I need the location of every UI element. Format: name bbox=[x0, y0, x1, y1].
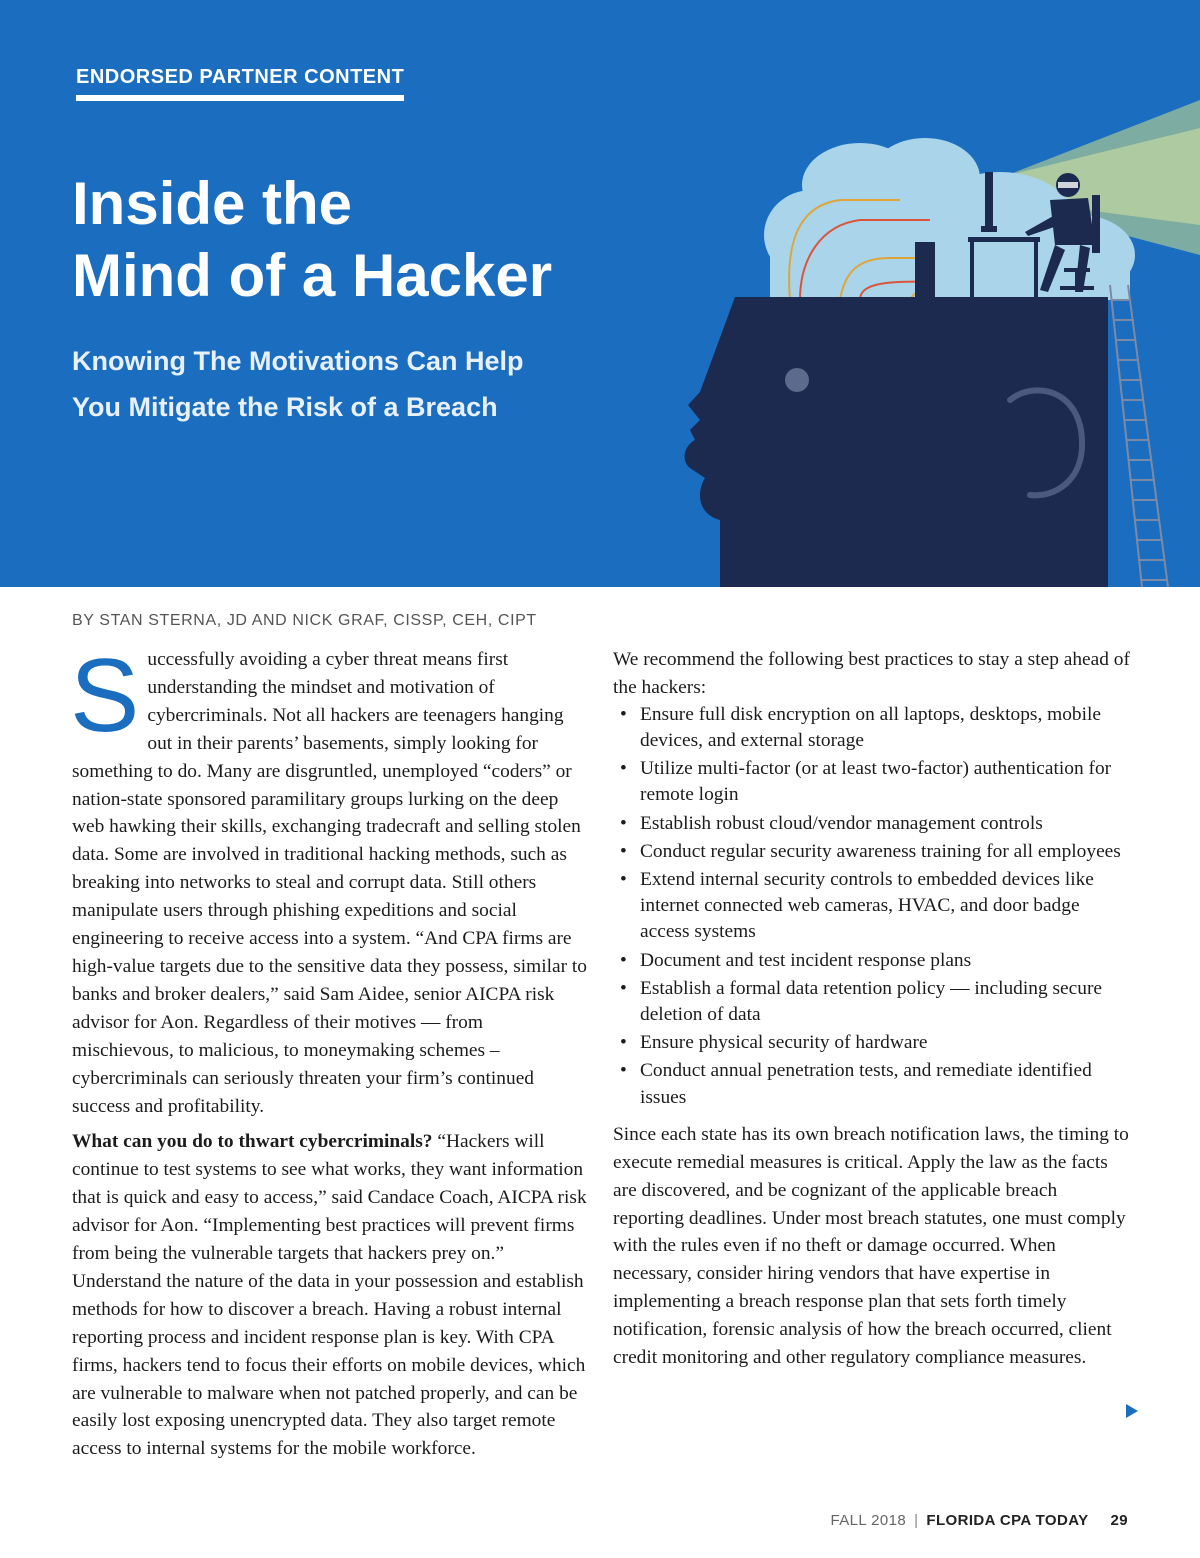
list-item: • Ensure physical security of hardware bbox=[613, 1030, 1133, 1056]
thwart-paragraph-text: “Hackers will continue to test systems to see what works, they want information that is quick and easy to access,” said Candace Coach, AICPA risk advisor for Aon. “Implementing best practices will prevent firms from being the vulnerable targets that hackers prey on.” Understand the nature of the data in your possession and establish methods for how to discover a breach. Having a robust internal reporting process and incident response plan is key. With CPA firms, hackers tend to focus their efforts on mobile devices, which are vulnerable to malware when not patched properly, and can be easily lost exposing unencrypted data. They also target remote access to internal systems for the mobile workforce. bbox=[72, 1131, 587, 1460]
drop-cap: S bbox=[70, 638, 140, 754]
page-footer bbox=[831, 1512, 1129, 1529]
desk-shape bbox=[968, 237, 1040, 242]
list-item: • Conduct regular security awareness training for all employees bbox=[613, 839, 1133, 865]
computer-tower-shape bbox=[915, 242, 935, 298]
section-kicker: ENDORSED PARTNER CONTENT bbox=[76, 66, 404, 101]
list-item: • Conduct annual penetration tests, and remediate identified issues bbox=[613, 1058, 1133, 1110]
best-practices-intro: We recommend the following best practices to stay a step ahead of the hackers: bbox=[613, 649, 1130, 698]
footer-separator: | bbox=[914, 1512, 919, 1529]
monitor-shape bbox=[985, 172, 993, 227]
list-item: • Establish a formal data retention policy — including secure deletion of data bbox=[613, 976, 1133, 1028]
left-column bbox=[70, 638, 588, 1463]
thwart-lead-question: What can you do to thwart cybercriminals? bbox=[72, 1131, 433, 1153]
list-item: • Document and test incident response plans bbox=[613, 948, 1133, 974]
footer-magazine-name: FLORIDA CPA TODAY bbox=[926, 1512, 1089, 1529]
footer-season: FALL 2018 bbox=[830, 1512, 907, 1529]
list-item: • Utilize multi-factor (or at least two-factor) authentication for remote login bbox=[613, 756, 1133, 808]
page-number: 29 bbox=[1110, 1512, 1128, 1529]
closing-paragraph: Since each state has its own breach notification laws, the timing to execute remedial measures is critical. Apply the law as the facts are discovered, and be cognizant of the applicable breach reporting deadlines. Under most breach statutes, one must comply with the rules even if no theft or damage occurred. When necessary, consider hiring vendors that have expertise in implementing a breach response plan that sets forth timely notification, forensic analysis of how the breach occurred, client credit monitoring and other regulatory compliance measures. bbox=[613, 1123, 1129, 1369]
ladder-shape bbox=[1110, 285, 1168, 587]
page-subtitle bbox=[72, 338, 652, 430]
right-column bbox=[613, 646, 1133, 1372]
subtitle-line-2: You Mitigate the Risk of a Breach bbox=[72, 392, 498, 422]
title-line-1: Inside the bbox=[72, 170, 353, 237]
list-item: • Extend internal security controls to embedded devices like internet connected web cameras, HVAC, and door badge access systems bbox=[613, 867, 1133, 946]
continue-arrow-icon bbox=[1126, 1404, 1138, 1418]
thwart-paragraph bbox=[72, 1128, 588, 1463]
byline: BY STAN STERNA, JD AND NICK GRAF, CISSP, CEH, CIPT bbox=[72, 612, 537, 629]
subtitle-line-1: Knowing The Motivations Can Help bbox=[72, 346, 524, 376]
intro-paragraph bbox=[70, 638, 588, 1120]
page-title bbox=[72, 168, 672, 312]
head-silhouette bbox=[685, 297, 1108, 587]
list-item: • Ensure full disk encryption on all laptops, desktops, mobile devices, and external storage bbox=[613, 702, 1133, 754]
hero-banner bbox=[0, 0, 1200, 587]
list-item: • Establish robust cloud/vendor management controls bbox=[613, 811, 1133, 837]
best-practices-list bbox=[613, 702, 1133, 1111]
eye-shape bbox=[785, 368, 809, 392]
title-line-2: Mind of a Hacker bbox=[72, 242, 553, 309]
intro-paragraph-text: uccessfully avoiding a cyber threat means first understanding the mindset and motivation of cybercriminals. Not all hackers are teenagers hanging out in their parents’ basements, simply looking for something to do. Many are disgruntled, unemployed “coders” or nation-state sponsored paramilitary groups lurking on the deep web hawking their skills, exchanging tradecraft and selling stolen data. Some are involved in traditional hacking methods, such as breaking into networks to steal and corrupt data. Still others manipulate users through phishing expeditions and social engineering to receive access into a system. “And CPA firms are high-value targets due to the sensitive data they possess, similar to banks and broker dealers,” said Sam Aidee, senior AICPA risk advisor for Aon. Regardless of their motives — from mischievous, to malicious, to moneymaking schemes – cybercriminals can seriously threaten your firm’s continued success and profitability. bbox=[72, 649, 588, 1117]
